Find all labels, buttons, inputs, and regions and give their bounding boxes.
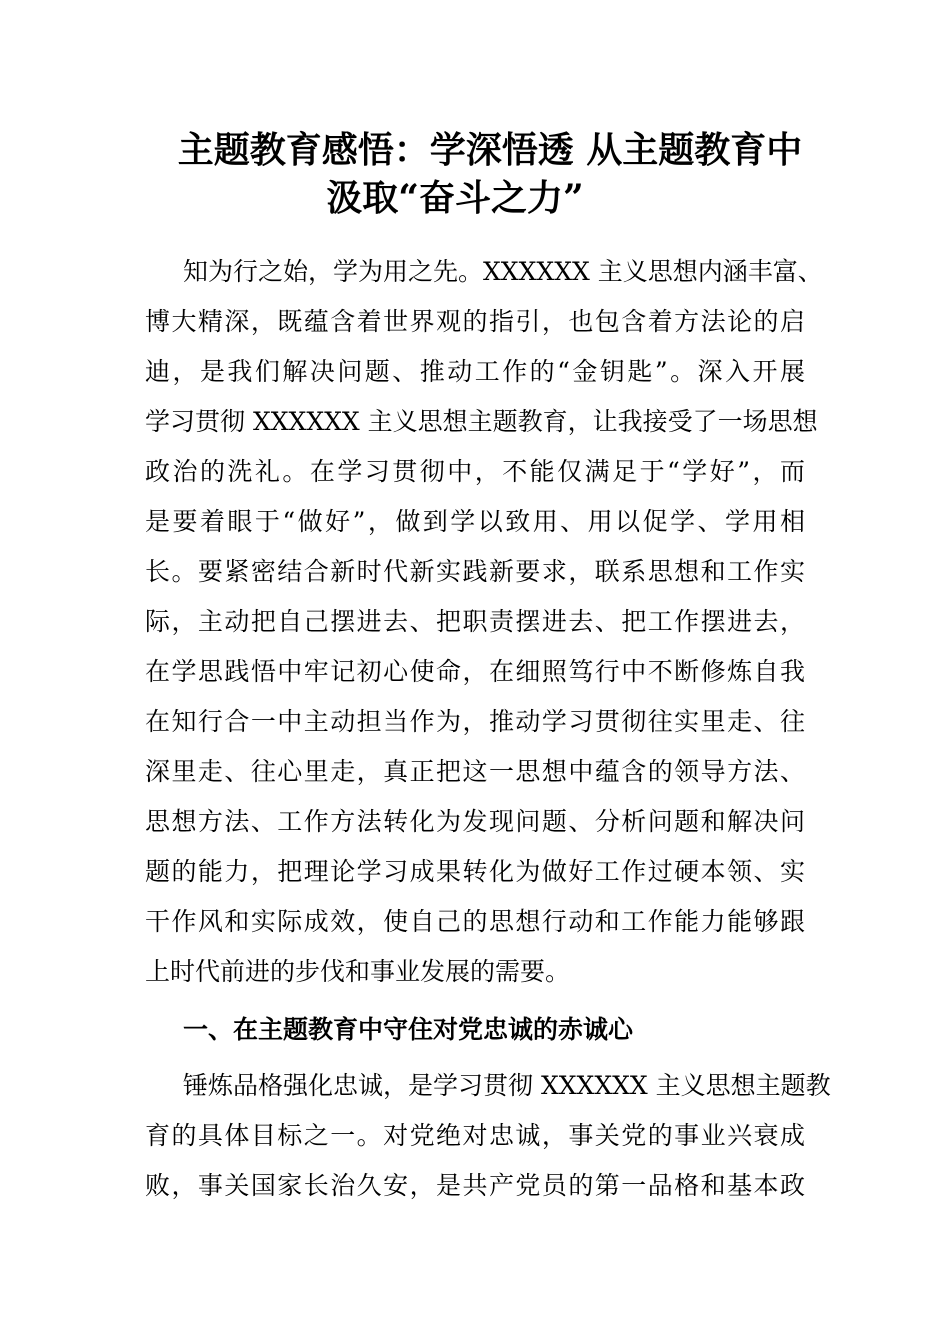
document-title-line-1: 主题教育感悟：学深悟透 从主题教育中 <box>177 129 803 171</box>
paragraph-line: 在学思践悟中牢记初心使命，在细照笃行中不断修炼自我 <box>145 657 805 686</box>
paragraph-line: 题的能力，把理论学习成果转化为做好工作过硬本领、实 <box>145 857 805 886</box>
paragraph-line: 败，事关国家长治久安，是共产党员的第一品格和基本政 <box>145 1171 805 1200</box>
paragraph-line: 在知行合一中主动担当作为，推动学习贯彻往实里走、往 <box>145 707 805 736</box>
paragraph-line: 育的具体目标之一。对党绝对忠诚，事关党的事业兴衰成 <box>145 1121 805 1150</box>
section-heading: 一、在主题教育中守住对党忠诚的赤诚心 <box>183 1015 634 1044</box>
paragraph-line: 学习贯彻 XXXXXX 主义思想主题教育，让我接受了一场思想 <box>145 407 818 436</box>
document-title-line-2: 汲取“奋斗之力” <box>326 177 584 219</box>
paragraph-line: 干作风和实际成效，使自己的思想行动和工作能力能够跟 <box>145 907 805 936</box>
paragraph-line: 是要着眼于“做好”，做到学以致用、用以促学、学用相 <box>145 507 805 536</box>
paragraph-line: 际，主动把自己摆进去、把职责摆进去、把工作摆进去， <box>145 607 805 636</box>
paragraph-line: 迪，是我们解决问题、推动工作的“金钥匙”。深入开展 <box>145 357 805 386</box>
paragraph-line: 锤炼品格强化忠诚，是学习贯彻 XXXXXX 主义思想主题教 <box>183 1071 831 1100</box>
paragraph-line: 政治的洗礼。在学习贯彻中，不能仅满足于“学好”，而 <box>145 457 805 486</box>
paragraph-line: 知为行之始，学为用之先。XXXXXX 主义思想内涵丰富、 <box>183 257 823 286</box>
paragraph-line: 上时代前进的步伐和事业发展的需要。 <box>145 957 571 986</box>
paragraph-line: 博大精深，既蕴含着世界观的指引，也包含着方法论的启 <box>145 307 805 336</box>
paragraph-line: 长。要紧密结合新时代新实践新要求，联系思想和工作实 <box>145 557 805 586</box>
paragraph-line: 思想方法、工作方法转化为发现问题、分析问题和解决问 <box>145 807 805 836</box>
paragraph-line: 深里走、往心里走，真正把这一思想中蕴含的领导方法、 <box>145 757 805 786</box>
